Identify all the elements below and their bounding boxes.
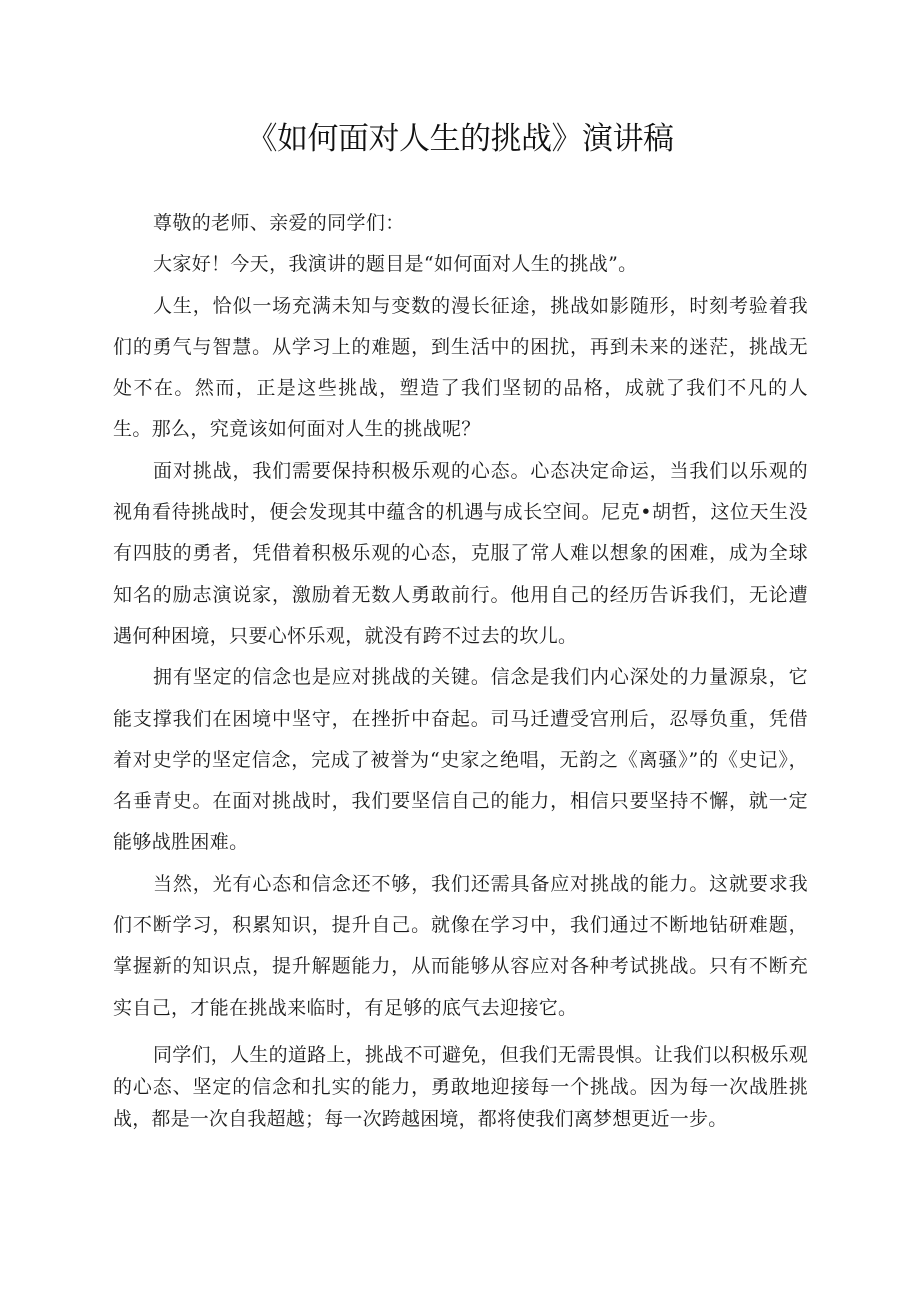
body-paragraph-intro: 人生，恰似一场充满未知与变数的漫长征途，挑战如影随形，时刻考验着我们的勇气与智慧。从学习上的难题，到生活中的困扰，再到未来的迷茫，挑战无处不在。然而，正是这些挑战，塑造了我们坚韧的品格，成就了我们不凡的人生。那么，究竟该如何面对人生的挑战呢？ [113, 294, 808, 441]
closing-paragraph: 同学们，人生的道路上，挑战不可避免，但我们无需畏惧。让我们以积极乐观的心态、坚定的信念和扎实的能力，勇敢地迎接每一个挑战。因为每一次战胜挑战，都是一次自我超越；每一次跨越困境，都将使我们离梦想更近一步。 [113, 1043, 808, 1130]
opening-paragraph: 大家好！今天，我演讲的题目是“如何面对人生的挑战”。 [153, 253, 638, 276]
document-body [113, 203, 808, 1135]
body-paragraph-attitude: 面对挑战，我们需要保持积极乐观的心态。心态决定命运，当我们以乐观的视角看待挑战时，便会发现其中蕴含的机遇与成长空间。尼克•胡哲，这位天生没有四肢的勇者，凭借着积极乐观的心态，克服了常人难以想象的困难，成为全球知名的励志演说家，激励着无数人勇敢前行。他用自己的经历告诉我们，无论遭遇何种困境，只要心怀乐观，就没有跨不过去的坎儿。 [113, 459, 808, 647]
greeting-paragraph: 尊敬的老师、亲爱的同学们： [153, 212, 405, 234]
body-paragraph-belief: 拥有坚定的信念也是应对挑战的关键。信念是我们内心深处的力量源泉，它能支撑我们在困境中坚守，在挫折中奋起。司马迁遭受宫刑后，忍辱负重，凭借着对史学的坚定信念，完成了被誉为“史家之绝唱，无韵之《离骚》”的《史记》，名垂青史。在面对挑战时，我们要坚信自己的能力，相信只要坚持不懈，就一定能够战胜困难。 [113, 666, 808, 854]
document-title: 《如何面对人生的挑战》演讲稿 [246, 121, 674, 157]
body-paragraph-ability: 当然，光有心态和信念还不够，我们还需具备应对挑战的能力。这就要求我们不断学习，积累知识，提升自己。就像在学习中，我们通过不断地钻研难题，掌握新的知识点，提升解题能力，从而能够从容应对各种考试挑战。只有不断充实自己，才能在挑战来临时，有足够的底气去迎接它。 [113, 872, 808, 1019]
